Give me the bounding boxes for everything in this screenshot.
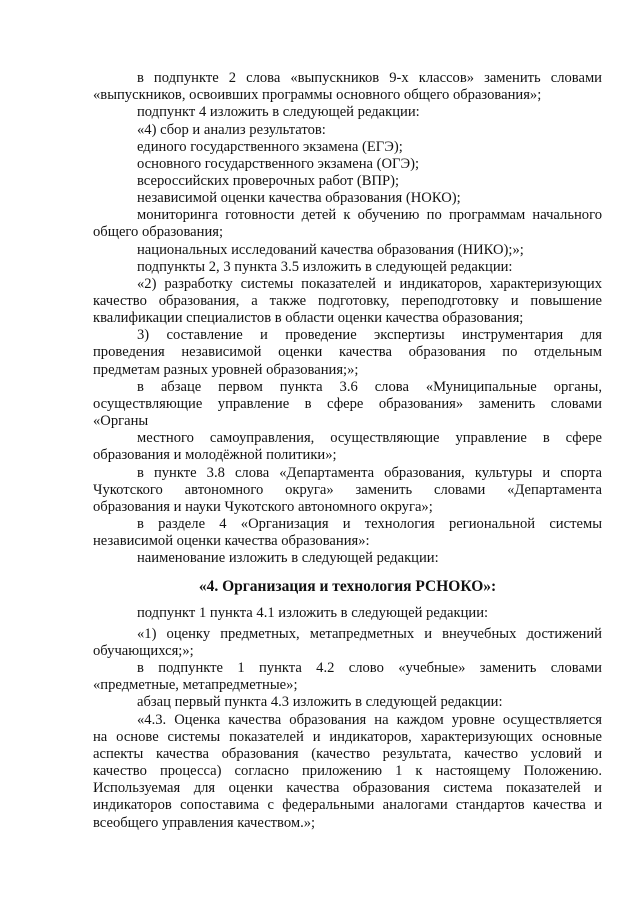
text-line: «1) оценку предметных, метапредметных и внеучебных достижений bbox=[137, 626, 602, 642]
text-line: образования и молодёжной политики»; bbox=[93, 447, 337, 463]
text-line: абзац первый пункта 4.3 изложить в следующей редакции: bbox=[137, 694, 503, 710]
text-line: квалификации специалистов в области оценки качества образования; bbox=[93, 310, 524, 326]
text-line: качество образования, а также подготовку, переподготовку и повышение bbox=[93, 293, 602, 309]
text-line: всероссийских проверочных работ (ВПР); bbox=[137, 173, 400, 189]
text-line: мониторинга готовности детей к обучению по программам начального bbox=[137, 207, 602, 223]
text-line: «4.3. Оценка качества образования на каждом уровне осуществляется bbox=[137, 712, 602, 728]
text-line: на основе системы показателей и индикаторов, характеризующих основные bbox=[93, 729, 602, 745]
text-line: «2) разработку системы показателей и индикаторов, характеризующих bbox=[137, 276, 602, 292]
text-line: подпункты 2, 3 пункта 3.5 изложить в следующей редакции: bbox=[137, 259, 513, 275]
text-line: качество процесса) согласно приложению 1 к настоящему Положению. bbox=[93, 763, 602, 779]
text-line: проведения независимой оценки качества образования по отдельным bbox=[93, 344, 602, 360]
text-line: в абзаце первом пункта 3.6 слова «Муниципальные органы, bbox=[137, 379, 602, 395]
text-line: «выпускников, освоивших программы основного общего образования»; bbox=[93, 87, 542, 103]
text-line: национальных исследований качества образования (НИКО);»; bbox=[137, 242, 524, 258]
text-line: индикаторов сопоставима с федеральными аналогами стандартов качества и bbox=[93, 797, 602, 813]
text-line: Используемая для оценки качества образования система показателей и bbox=[93, 780, 602, 796]
text-line: основного государственного экзамена (ОГЭ); bbox=[137, 156, 420, 172]
text-line: «предметные, метапредметные»; bbox=[93, 677, 298, 693]
text-line: независимой оценки качества образования (НОКО); bbox=[137, 190, 461, 206]
text-line: осуществляющие управление в сфере образования» заменить словами bbox=[93, 396, 602, 412]
text-line: «Органы bbox=[93, 413, 149, 429]
text-line: единого государственного экзамена (ЕГЭ); bbox=[137, 139, 403, 155]
section-heading: «4. Организация и технология РСНОКО»: bbox=[198, 578, 497, 595]
text-line: наименование изложить в следующей редакции: bbox=[137, 550, 439, 566]
text-line: образования и науки Чукотского автономного округа»; bbox=[93, 499, 433, 515]
text-line: 3) составление и проведение экспертизы инструментария для bbox=[137, 327, 602, 343]
text-line: в подпункте 1 пункта 4.2 слово «учебные» заменить словами bbox=[137, 660, 602, 676]
text-line: независимой оценки качества образования»: bbox=[93, 533, 370, 549]
text-line: обучающихся;»; bbox=[93, 643, 194, 659]
text-line: в пункте 3.8 слова «Департамента образования, культуры и спорта bbox=[137, 465, 602, 481]
text-line: предметам разных уровней образования;»; bbox=[93, 362, 359, 378]
text-line: Чукотского автономного округа» заменить словами «Департамента bbox=[93, 482, 602, 498]
text-line: аспекты качества образования (качество результата, качество условий и bbox=[93, 746, 602, 762]
text-line: подпункт 1 пункта 4.1 изложить в следующей редакции: bbox=[137, 605, 489, 621]
text-line: «4) сбор и анализ результатов: bbox=[137, 122, 326, 138]
text-line: в подпункте 2 слова «выпускников 9-х классов» заменить словами bbox=[137, 70, 602, 86]
text-line: подпункт 4 изложить в следующей редакции: bbox=[137, 104, 420, 120]
text-line: в разделе 4 «Организация и технология региональной системы bbox=[137, 516, 602, 532]
text-line: всеобщего управления качеством.»; bbox=[93, 815, 316, 831]
text-line: местного самоуправления, осуществляющие управление в сфере bbox=[137, 430, 602, 446]
text-line: общего образования; bbox=[93, 224, 224, 240]
